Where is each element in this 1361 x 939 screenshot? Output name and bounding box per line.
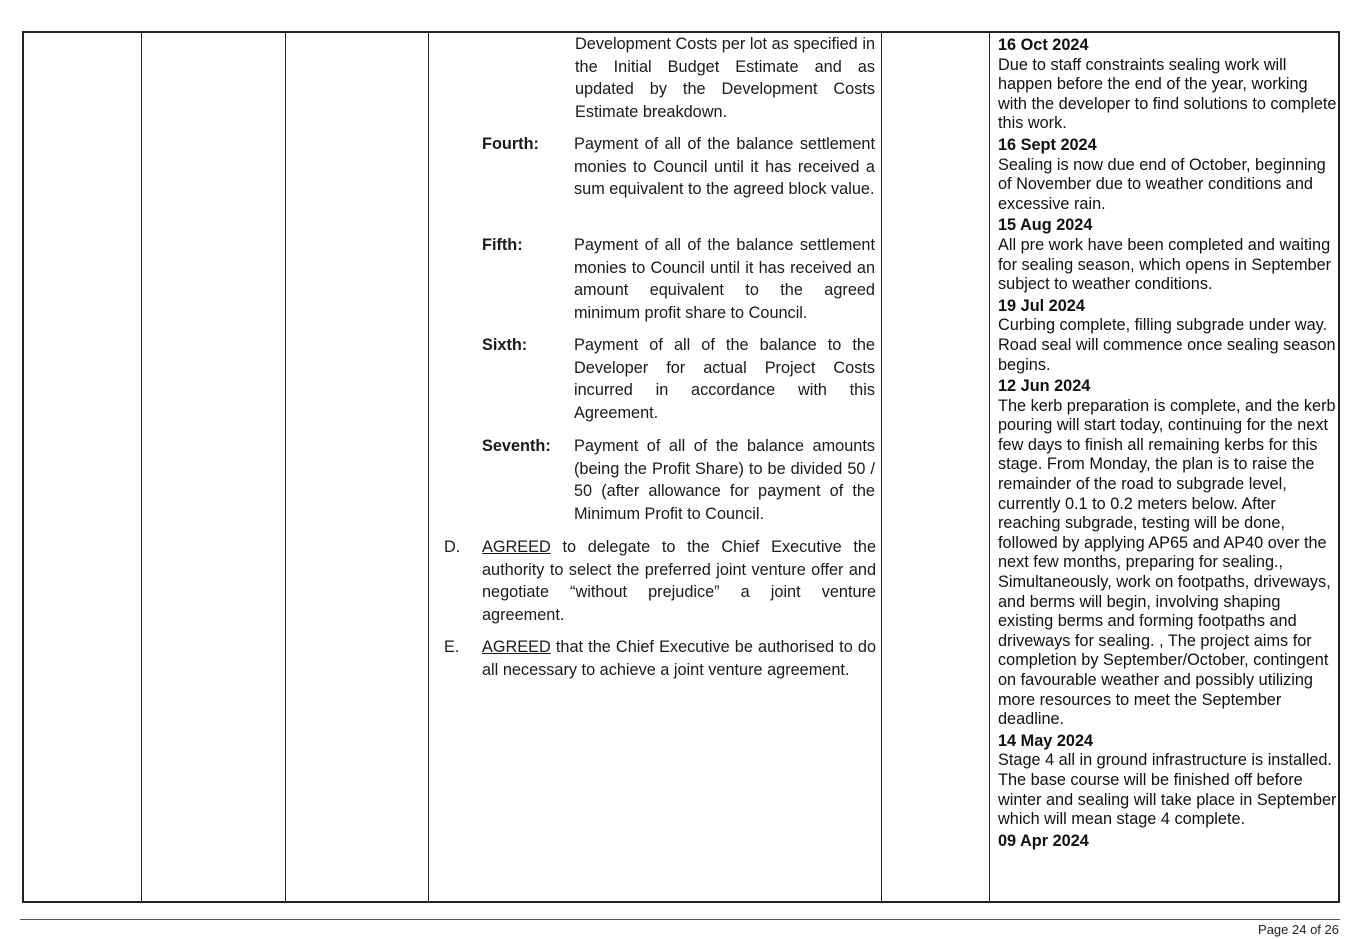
- priority-fifth: [482, 234, 876, 324]
- item-letter: D.: [444, 538, 461, 556]
- priority-label: Fourth:: [482, 135, 539, 153]
- priority-text: Payment of all of the balance amounts (being the Profit Share) to be divided 50 / 50 (after allowance for payment of the Minimum Profit to Council.: [574, 437, 875, 523]
- priority-text: Payment of all of the balance to the Developer for actual Project Costs incurred in accordance with this Agreement.: [574, 336, 875, 422]
- priority-text: Payment of all of the balance settlement monies to Council until it has received a sum equivalent to the agreed block value.: [574, 135, 875, 199]
- comment-date: 09 Apr 2024: [998, 831, 1089, 850]
- priority-label: Sixth:: [482, 336, 528, 354]
- comment-date: 15 Aug 2024: [998, 216, 1093, 235]
- comment-entry: [998, 732, 1338, 830]
- comment-text: Due to staff constraints sealing work will happen before the end of the year, working with the developer to find solutions to complete this work.: [998, 55, 1337, 133]
- comment-text: All pre work have been completed and waiting for sealing season, which opens in September subject to weather conditions.: [998, 235, 1332, 294]
- priority-label: Fifth:: [482, 236, 523, 254]
- comment-date: 19 Jul 2024: [998, 296, 1085, 315]
- priority-sixth: [482, 334, 876, 424]
- comment-entry: [998, 36, 1338, 134]
- agreed-keyword: AGREED: [482, 538, 551, 556]
- item-body: that the Chief Executive be authorised to do all necessary to achieve a joint venture agreement.: [482, 638, 876, 679]
- priority-fourth: [482, 133, 876, 201]
- comment-date: 12 Jun 2024: [998, 377, 1091, 396]
- item-text: [482, 536, 876, 626]
- resolution-item-e: [444, 636, 876, 681]
- priority-text: Payment of all of the balance settlement monies to Council until it has received an amount equivalent to the agreed minimum profit share to Council.: [574, 236, 875, 322]
- footer-divider: [20, 919, 1340, 920]
- comment-text: Stage 4 all in ground infrastructure is installed. The base course will be finished off before winter and sealing will take place in September which will mean stage 4 complete.: [998, 751, 1337, 829]
- priority-label: Seventh:: [482, 437, 551, 455]
- progress-comments: [998, 36, 1338, 853]
- comment-date: 16 Oct 2024: [998, 36, 1089, 54]
- comment-entry: [998, 297, 1338, 375]
- page-number: Page 24 of 26: [1258, 922, 1339, 937]
- comment-entry: [998, 832, 1338, 852]
- comment-date: 16 Sept 2024: [998, 135, 1097, 154]
- item-body: to delegate to the Chief Executive the authority to select the preferred joint venture offer and negotiate “without prejudice” a joint venture agreement.: [482, 538, 876, 624]
- comment-text: Sealing is now due end of October, beginning of November due to weather conditions and excessive rain.: [998, 155, 1326, 213]
- item-text: [482, 636, 876, 681]
- priority-seventh: [482, 435, 876, 525]
- comment-entry: [998, 216, 1338, 294]
- comment-text: Curbing complete, filling subgrade under way. Road seal will commence once sealing season begins.: [998, 316, 1336, 374]
- comment-date: 14 May 2024: [998, 731, 1094, 750]
- report-table-row: [22, 31, 1340, 903]
- resolution-item-d: [444, 536, 876, 626]
- comment-entry: [998, 136, 1338, 214]
- item-letter: E.: [444, 638, 460, 656]
- resolution-continuation: Development Costs per lot as specified in the Initial Budget Estimate and as updated by the Development Costs Estimate breakdown.: [575, 35, 875, 121]
- agreed-keyword: AGREED: [482, 638, 551, 656]
- comment-entry: [998, 377, 1338, 730]
- comment-text: The kerb preparation is complete, and the kerb pouring will start today, continuing for the next few days to finish all remaining kerbs for this stage. From Monday, the plan is to raise the remainder of the road to subgrade level, currently 0.1 to 0.2 meters below. After reaching subgrade, testing will be done, followed by applying AP65 and AP40 over the next few months, preparing for sealing., Simultaneously, work on footpaths, driveways, and berms will begin, involving shaping existing berms and forming footpaths and driveways for sealing. , The project aims for completion by September/October, contingent on favourable weather and possibly utilizing more resources to meet the September deadline.: [998, 396, 1336, 729]
